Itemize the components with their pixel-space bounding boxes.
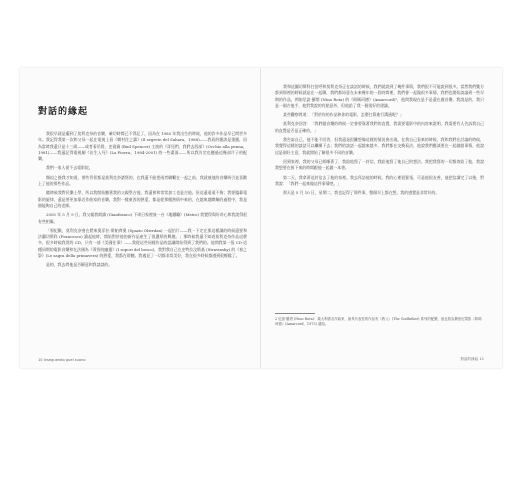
- paragraph: 我和這圖切斯科打招呼和莫利克奈正在談話的時候，我們就說到了幾件事情，我們很不可能說到很多。當然我們雙方都到那裡的時候就是在一起聊，我們都同意在未來幾年的一段時間裡，我們會一起做很多事情，我們也開始談論到一些早期的作品，例如尼諾·羅塔 (Nino Rota) 的《阿瑪珂德》(Amarcord)²，他問我現在是不是還在做音樂，我說是的，我只是一個吉他手，他對我說的有點意外，但他給了我一個很好的建議。: [275, 84, 484, 108]
- paragraph: 我們一家人從不去電影院。: [46, 165, 93, 171]
- paragraph: 是的，我去問他是否願意和我談談的。: [46, 262, 113, 268]
- paragraph: 我很早就是擺到了莫利克奈的音樂，確切時間已不得記了，因為在 1985 年我出生的時候，他的許多作品早已問世多年。我記得我第一次和父母一起在電視上看《鄉村往之鎮》(Il segreto del Sahara，1988)——我看的應該是重播，因為當時我還只是十三歲——或者看吊燈，史賓賽 (Bud Spencer) 主演的《哥兒們，我們去西部》(Occhio alla penna，1981)——我還記得電視劇《出生入死》(La Piovra，1984-2001) 的一些畫面——所以我肯定也聽過這幾部片子的配樂。: [38, 131, 247, 162]
- page-footer: 10 Inseguendo quel suono: [38, 358, 86, 362]
- footnote-rule: [275, 313, 315, 314]
- book-spread: [20, 68, 502, 368]
- paragraph: 類似之後我才知道，那些背景都是莫利克奈譜寫的，在我還不能把兩者聯繫在一起之前，我就被他的音樂吸引並喜歡上了他的那些作品。: [38, 174, 247, 187]
- paragraph: 第二天，我拿著這封信去了他的家裡。我去拜訪他的時候，我的心裡很緊張，可是他很友善，他把信讀完了以後，對我說：「我們一起來做這件事情吧。」: [275, 174, 484, 186]
- paragraph: 莫利克奈回答：「我們做音樂的時候一定會要靠著我們的直覺，我需要電影中的內容來說明，我需要有人告訴我自己的直覺是否是正確的。」: [275, 121, 484, 133]
- paragraph: 「那紀歡，莫利克奈會在將來奧菲拉·斯帕齊奧 (Spazio Oberdan) 一起拍片——我一下定在那這樣讀的時候還要和法蘭切斯科 (Francesco) 讀起他時，開始對於他的新作品產生了很濃厚的興趣。」那時候我還不知道莫利克奈作品這麼多，很多時候我買的 CD，只有一部《美國往事》——我從這些同樣作品的認識開始得到了我們的。他問我第一張 CD·這種同期的電影音樂和在法國為《黃昏的幽靈》(I sopori del bosco)，我對我自己在史特拉汶斯基 (Stravinsky) 的《春之祭》(Le sagra della primavera) 的熱愛，我都在聆聽。我遇見了一切都非常美好，我在很多時候都感到很輕鬆了。: [38, 227, 247, 259]
- right-page: [261, 68, 502, 368]
- paragraph: 回到家裡，我的父母已經睡著了，我給他寫了一封信，我給他寫了他自己的想法。我把我寫的一切都寄給了他，我說我想要在接下來的時間跟他一起做一本書。: [275, 158, 484, 171]
- footnote: [275, 313, 484, 327]
- page-footer: 對話的緣起 11: [460, 357, 484, 361]
- paragraph: 那天是 5 月 10 日，星期二，我也記得了那件事，整個早上都在想，我的感覺是非常好的。: [283, 190, 440, 196]
- paragraph: 我告訴自己，他不能不回答，但我還是很難想像這樣的情況會出現。在我自己看來的時候，我和我們在討論的時候，我覺得這樣的談話可以繼續下去；我們的談話一起越來越多，我們都在交換看法，他說我們應該要在一起做點事情，他說這是個好主意，我就開始了解很多不同的音樂。: [275, 137, 484, 155]
- paragraph: 隨時候我對民樂上學，所以我開始聽著我的父親學吉他，我還會和常常加工也是吉他。但這還遠遠不夠；我要臨摹電影的旋律，還是要更加靠近作曲家的音樂。我對一樣東西的熱愛，都是從那種熱情中來的，在越來越瞭解的過程中，我是個能夠自己的老師。: [38, 190, 247, 208]
- left-page: [20, 68, 261, 368]
- chapter-title: 對話的緣起: [38, 107, 89, 117]
- paragraph: 2005 年 5 月 9 日，我父親我朗讀 (Gianfranco) 下周日家裡放一台《地鐵職》(Metro) 我覺得與好奇心和我說得很有些相像。: [38, 212, 247, 224]
- footnote-text: 2 尼諾·羅塔 (Nino Rota)：義大利著名作曲家，最具代表性的作品有《教父》(The Godfather) 系列的配樂，他也曾為費里尼電影《阿瑪珂德》(Amarcord，1973) 譜曲。: [275, 316, 482, 326]
- paragraph: 某些觀察問道：「對於你的作品和你的電影，怎麼打算進行溝通呢？」: [283, 112, 404, 118]
